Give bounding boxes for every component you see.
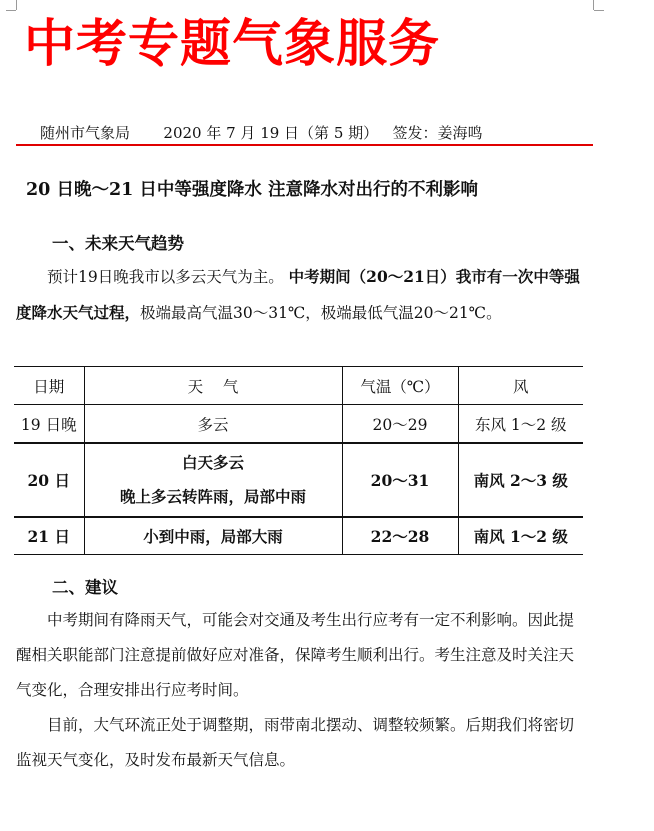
red-divider (16, 144, 593, 146)
row-wind: 南风 2～3 级 (458, 443, 583, 517)
table-row (14, 443, 583, 517)
para-normal-a: 预计19日晚我市以多云天气为主。 (47, 268, 284, 286)
row-date: 19 日晚 (14, 405, 84, 444)
issuer-line (40, 122, 600, 144)
row-wind: 南风 1～2 级 (458, 517, 583, 555)
header-date: 日期 (14, 367, 84, 405)
section-1-paragraph (16, 259, 586, 331)
row-date: 20 日 (14, 443, 84, 517)
signer: 签发：姜海鸣 (392, 124, 483, 142)
header-wind: 风 (458, 367, 583, 405)
issue-date: 2020 年 7 月 19 日（第 5 期） (163, 124, 379, 142)
corner-mark-right-h (594, 10, 604, 11)
corner-mark-left-h (6, 10, 16, 11)
advice-paragraph-1: 中考期间有降雨天气，可能会对交通及考生出行应考有一定不利影响。因此提醒相关职能部门注意提前做好应对准备，保障考生顺利出行。考生注意及时关注天气变化，合理安排出行应考时间。 (16, 611, 575, 699)
header-weather: 天 气 (84, 367, 342, 405)
forecast-table (14, 366, 583, 555)
row-weather (84, 443, 342, 517)
corner-mark-left-v (16, 0, 17, 10)
advice-paragraph-2: 目前，大气环流正处于调整期，雨带南北摆动、调整较频繁。后期我们将密切监视天气变化，及时发布最新天气信息。 (16, 716, 575, 769)
table-header-row (14, 367, 583, 405)
issuer-agency: 随州市气象局 (40, 124, 131, 142)
row-weather: 多云 (84, 405, 342, 444)
section-1-title: 一、未来天气趋势 (52, 234, 184, 253)
row-temp: 20～31 (342, 443, 458, 517)
table-row (14, 517, 583, 555)
para-normal-c: 极端最高气温30～31℃，极端最低气温20～21℃。 (140, 304, 502, 322)
row-weather-night: 晚上多云转阵雨，局部中雨 (119, 487, 306, 506)
corner-mark-right-v (593, 0, 594, 10)
table-row (14, 405, 583, 444)
row-weather-day: 白天多云 (181, 453, 244, 472)
row-wind: 东风 1～2 级 (458, 405, 583, 444)
row-temp: 22～28 (342, 517, 458, 555)
section-2-title: 二、建议 (52, 578, 118, 597)
row-temp: 20～29 (342, 405, 458, 444)
para-bold: 中考期间（20～21日）我市有一次中等强度降水天气过程， (16, 267, 580, 322)
header-temp: 气温（℃） (342, 367, 458, 405)
masthead-title: 中考专题气象服务 (24, 15, 441, 74)
headline: 20 日晚～21 日中等强度降水 注意降水对出行的不利影响 (26, 180, 478, 200)
row-weather: 小到中雨，局部大雨 (84, 517, 342, 555)
row-date: 21 日 (14, 517, 84, 555)
